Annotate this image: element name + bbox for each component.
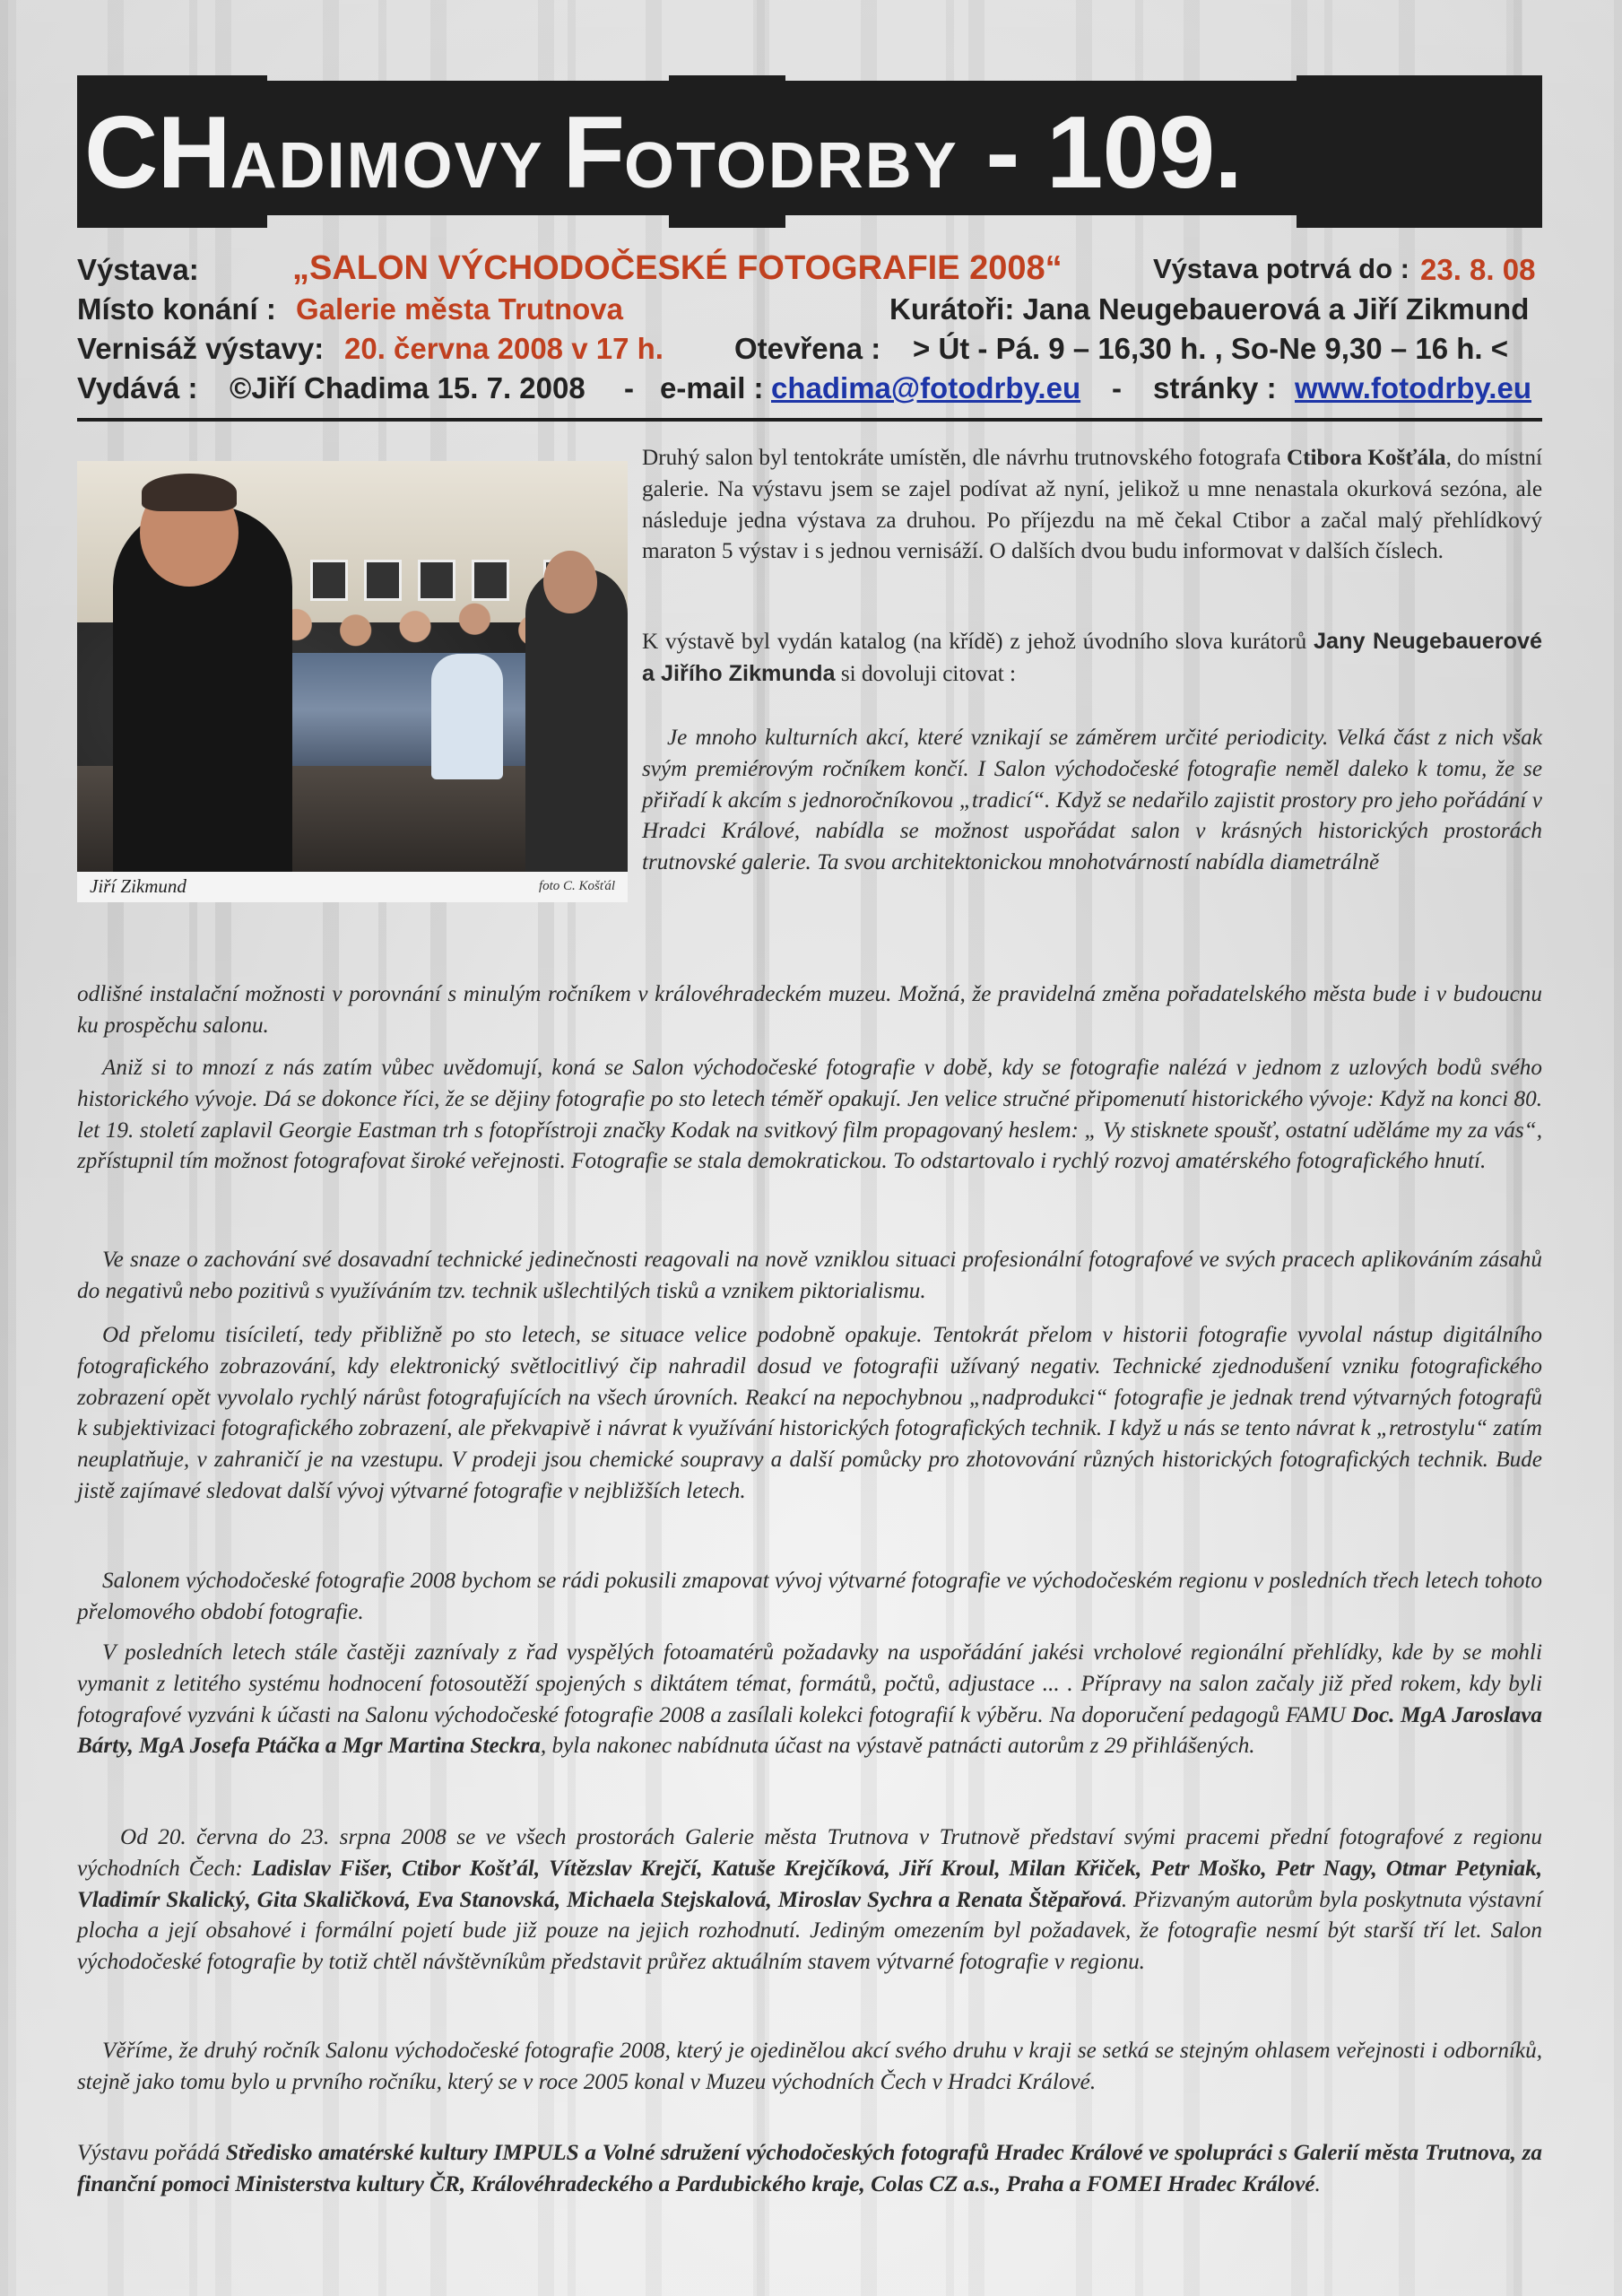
otevrena-label: Otevřena :	[734, 332, 881, 365]
title-banner	[77, 75, 1542, 230]
title-letter-c: C	[84, 96, 158, 210]
text-bold: Ctibora Košťála	[1286, 446, 1446, 470]
otevrena-value: > Út - Pá. 9 – 16,30 h. , So-Ne 9,30 – 16 h. <	[913, 332, 1508, 365]
misto-value: Galerie města Trutnova	[296, 292, 623, 326]
quote-paragraph-7	[77, 1822, 1542, 1979]
quote-paragraph-1: Je mnoho kulturních akcí, které vznikají se záměrem určité periodicity. Velká část z nich však svým premiérovým ročníkem končí. I Salon východočeské fotografie neměl daleko k tomu, že se přiřadí k akcím s jednoročníkovou „tradicí“. Když se nedařilo zajistit prostory pro jeho pořádání v Hradci Králové, nabídla se možnost uspořádat salon v krásných historických prostorách trutnovské galerie. Ta svou architektonickou mnohotvárností nabídla diametrálně	[642, 726, 1542, 875]
info-row-vernisaz	[77, 332, 1542, 371]
title-letter-h: H	[157, 96, 230, 210]
info-row-vystava	[77, 249, 1542, 292]
title-word-adimovy: ADIMOVY	[230, 130, 563, 202]
misto-label: Místo konání :	[77, 292, 276, 326]
exhibition-info	[77, 249, 1542, 411]
quote-paragraph-4: Od přelomu tisíciletí, tedy přibližně po sto letech, se situace velice podobně opakuje. Tentokrát přelom v historii fotografie vyvolal nástup digitálního fotografického zobrazování, kdy elektronický světlocitlivý čip nahradil dosud ve fotografii užívaný negativ. Technické zjednodušení vzniku fotografického zobrazení opět vyvolalo rychlý nárůst fotografujících na všech úrovních. Reakcí na nepochybnou „nadprodukci“ fotografie je jednak trend výtvarných fotografů k subjektivizaci fotografického zobrazení, ale překvapivě i návrat k využívání historických fotografických technik. I když u nás se tento návrat k „retrostylu“ zatím neuplatňuje, v zahraničí je na vzestupu. V prodeji jsou chemické soupravy a další pomůcky pro zhotovování různých historických fotografických technik. Bude jistě zajímavé sledovat další vývoj výtvarné fotografie v nejbližších letech.	[77, 1323, 1542, 1503]
quote-paragraph-6	[77, 1638, 1542, 1762]
newsletter-title	[84, 86, 1242, 233]
quote-paragraph-3: Ve snaze o zachování své dosavadní technické jedinečnosti reagovali na nově vzniklou situaci profesionální fotografové ve svých pracech aplikováním zásahů do negativů nebo pozitivů s využíváním tzv. technik ušlechtilých tisků a vznikem piktorialismu.	[77, 1248, 1542, 1303]
title-letter-f: F	[562, 96, 625, 210]
website-link[interactable]: www.fotodrby.eu	[1295, 371, 1531, 404]
caption-person: Jiří Zikmund	[90, 875, 186, 897]
photo-person	[525, 569, 628, 872]
photo-person	[431, 654, 503, 779]
vystava-value: „SALON VÝCHODOČESKÉ FOTOGRAFIE 2008“	[292, 249, 1063, 287]
title-word-otodrby: OTODRBY	[624, 130, 958, 202]
stranky-label: stránky :	[1153, 371, 1277, 404]
info-row-misto	[77, 292, 1542, 332]
organizer-paragraph	[77, 2138, 1542, 2201]
issue-number: 109.	[1046, 96, 1242, 210]
trva-value: 23. 8. 08	[1420, 253, 1536, 286]
paragraph-catalog	[642, 626, 1542, 691]
authors-list: Ladislav Fišer, Ctibor Košťál, Vítězslav Krejčí, Katuše Krejčíková, Jiří Kroul, Milan Křiček, Petr Moško, Petr Nagy, Otmar Petyniak, Vladimír Skalický, Gita Skaličková, Eva Stanovská, Michaela Stejskalová, Miroslav Sychra a Renata Štěpařová	[77, 1856, 1542, 1912]
text-span: K výstavě byl vydán katalog (na křídě) z jehož úvodního slova kurátorů	[642, 630, 1314, 654]
vydava-value: ©Jiří Chadima 15. 7. 2008	[230, 371, 585, 404]
text-span: Druhý salon byl tentokráte umístěn, dle návrhu trutnovského fotografa	[642, 446, 1287, 470]
quote-paragraph-8: Věříme, že druhý ročník Salonu východočeské fotografie 2008, který je ojedinělou akcí svého druhu v kraji se setká se stejným ohlasem veřejnosti i odborníků, stejně jako tomu bylo u prvního ročníku, který se v roce 2005 konal v Muzeu východních Čech v Hradci Králové.	[77, 2039, 1542, 2094]
photo-person-head	[543, 551, 597, 613]
text-span: . Přizvaným autorům byla poskytnuta výstavní plocha a její obsahové i formální pojetí bude již pouze na jejich rozhodnutí. Jediným omezením byl požadavek, že fotografie nesmí být starší tří let. Salon východočeské fotografie by totiž chtěl návštěvníkům představit průřez aktuálním stavem výtvarné fotografie v regionu.	[77, 1887, 1542, 1975]
separator: -	[1112, 371, 1122, 404]
text-span: si dovoluji citovat :	[835, 661, 1017, 686]
vystava-label: Výstava:	[77, 253, 199, 286]
quote-paragraph-5: Salonem východočeské fotografie 2008 bychom se rádi pokusili zmapovat vývoj výtvarné fotografie ve východočeském regionu v posledních třech letech tohoto přelomového období fotografie.	[77, 1569, 1542, 1624]
vydava-label: Vydává :	[77, 371, 198, 404]
kuratori: Kurátoři: Jana Neugebauerová a Jiří Zikmund	[889, 292, 1530, 326]
text-span: Od 20. června do 23. srpna 2008 se ve všech prostorách Galerie města Trutnova v Trutnově představí svými pracemi přední fotografové z regionu východních Čech:	[77, 1825, 1542, 1881]
organizers: Středisko amatérské kultury IMPULS a Volné sdružení východočeských fotografů Hradec Králové ve spolupráci s Galerií města Trutnova, za finanční pomoci Ministerstva kultury ČR, Královéhradeckého a Pardubického kraje, Colas CZ a.s., Praha a FOMEI Hradec Králové	[77, 2141, 1542, 2196]
paragraph-intro	[642, 443, 1542, 568]
photo-figure	[77, 461, 628, 902]
separator: -	[624, 371, 634, 404]
caption-credit: foto C. Košťál	[538, 879, 615, 893]
text-span: V posledních letech stále častěji zaznívaly z řad vyspělých fotoamatérů požadavky na uspořádání jakési vrcholové regionální přehlídky, kde by se mohli vymanit z letitého systému hodnocení fotosoutěží spojených s diktátem témat, formátů, počtů, adjustace ... . Přípravy na salon začaly již před rokem, kdy byli fotografové vyzváni k účasti na Salonu východočeské fotografie 2008 a zasílali kolekci fotografií k výběru. Na doporučení pedagogů FAMU	[77, 1640, 1542, 1727]
text-bold: Doc. MgA Jaroslava Bárty, MgA Josefa Ptáčka a Mgr Martina Steckra	[77, 1702, 1542, 1759]
photo-man-hair	[142, 474, 237, 511]
page	[77, 75, 1543, 2196]
text-span: , byla nakonec nabídnuta účast na výstavě patnácti autorům z 29 přihlášených.	[540, 1734, 1255, 1759]
header-divider	[77, 418, 1542, 422]
trva-label: Výstava potrvá do :	[1153, 253, 1409, 284]
email-label: e-mail :	[660, 371, 764, 404]
title-dash: -	[958, 96, 1047, 210]
text-span: .	[1314, 2171, 1321, 2196]
info-row-vydava	[77, 371, 1542, 411]
quote-paragraph-1-cont: odlišné instalační možnosti v porovnání s minulým ročníkem v královéhradeckém muzeu. Možná, že pravidelná změna pořadatelského města bude i v budoucnu ku prospěchu salonu.	[77, 982, 1542, 1038]
banner-box-number	[1297, 75, 1542, 228]
photo-caption	[77, 872, 628, 902]
vernisaz-label: Vernisáž výstavy:	[77, 332, 325, 365]
text-span: , do místní galerie. Na výstavu jsem se zajel podívat až nyní, jelikož u mne nenastala okurková sezóna, ale následuje jedna výstava za druhou. Po příjezdu na mě čekal Ctibor a začal malý přehlídkový maraton 5 výstav i s jednou vernisáží. O dalších dvou budu informovat v dalších číslech.	[642, 446, 1543, 564]
quote-paragraph-2: Aniž si to mnozí z nás zatím vůbec uvědomují, koná se Salon východočeské fotografie v době, kdy se fotografie nalézá v jednom z uzlových bodů svého historického vývoje. Dá se dokonce říci, že se dějiny fotografie po sto letech téměř opakují. Jen velice stručné připomenutí historického vývoje: Když na konci 80. let 19. století zaplavil Georgie Eastman trh s fotopřístroji značky Kodak na svitkový film propagovaný heslem: „ Vy stisknete spoušť, ostatní uděláme my za vás“, zpřístupnil tím možnost fotografovat široké veřejnosti. Fotografie se stala demokratickou. To odstartovalo i rychlý rozvoj amatérského fotografického hnutí.	[77, 1056, 1542, 1174]
email-link[interactable]: chadima@fotodrby.eu	[771, 371, 1081, 404]
vernisaz-value: 20. června 2008 v 17 h.	[344, 332, 664, 365]
text-span: Výstavu pořádá	[77, 2141, 226, 2165]
curators-names: Jany Neugebauerové a Jiřího Zikmunda	[642, 629, 1542, 686]
exhibition-photo	[77, 461, 628, 872]
